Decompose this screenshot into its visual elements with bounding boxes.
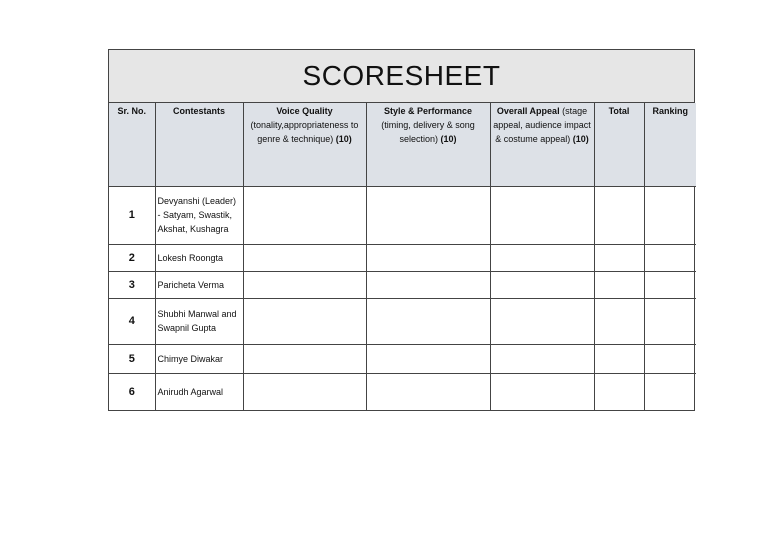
appeal-score-cell[interactable] — [490, 244, 594, 271]
row-number: 3 — [109, 271, 155, 298]
ranking-cell[interactable] — [644, 244, 696, 271]
contestant-name: Lokesh Roongta — [155, 244, 243, 271]
voice-score-cell[interactable] — [243, 373, 366, 410]
header-row — [109, 103, 696, 186]
style-score-cell[interactable] — [366, 373, 490, 410]
table-row — [109, 186, 696, 244]
style-description: (timing, delivery & song selection) — [381, 120, 475, 144]
sheet-title: SCORESHEET — [109, 50, 694, 103]
appeal-description: (stage appeal, audience impact & costume appeal) — [493, 106, 591, 144]
scoresheet — [108, 49, 695, 411]
header-ranking: Ranking — [644, 103, 696, 186]
table-row — [109, 244, 696, 271]
style-score-cell[interactable] — [366, 344, 490, 373]
ranking-cell[interactable] — [644, 373, 696, 410]
voice-score-cell[interactable] — [243, 344, 366, 373]
voice-score-cell[interactable] — [243, 271, 366, 298]
contestant-name: Chimye Diwakar — [155, 344, 243, 373]
total-cell[interactable] — [594, 271, 644, 298]
style-score-cell[interactable] — [366, 244, 490, 271]
row-number: 1 — [109, 186, 155, 244]
table-row — [109, 271, 696, 298]
header-total: Total — [594, 103, 644, 186]
style-points: (10) — [440, 134, 457, 144]
row-number: 6 — [109, 373, 155, 410]
voice-description: (tonality,appropriateness to genre & technique) — [250, 120, 359, 144]
header-overall-appeal: Overall Appeal (stage appeal, audience impact & costume appeal) (10) — [490, 103, 594, 186]
style-score-cell[interactable] — [366, 186, 490, 244]
header-voice-quality: Voice Quality (tonality,appropriateness to genre & technique) (10) — [243, 103, 366, 186]
total-cell[interactable] — [594, 186, 644, 244]
appeal-points: (10) — [572, 134, 589, 144]
appeal-score-cell[interactable] — [490, 298, 594, 344]
appeal-score-cell[interactable] — [490, 344, 594, 373]
table-row — [109, 344, 696, 373]
contestant-name: Shubhi Manwal and Swapnil Gupta — [155, 298, 243, 344]
total-cell[interactable] — [594, 244, 644, 271]
voice-score-cell[interactable] — [243, 298, 366, 344]
row-number: 4 — [109, 298, 155, 344]
ranking-cell[interactable] — [644, 186, 696, 244]
table-row — [109, 298, 696, 344]
ranking-cell[interactable] — [644, 298, 696, 344]
voice-score-cell[interactable] — [243, 244, 366, 271]
header-sr-no: Sr. No. — [109, 103, 155, 186]
total-cell[interactable] — [594, 373, 644, 410]
ranking-cell[interactable] — [644, 344, 696, 373]
score-table — [109, 103, 696, 410]
appeal-score-cell[interactable] — [490, 373, 594, 410]
row-number: 5 — [109, 344, 155, 373]
appeal-score-cell[interactable] — [490, 186, 594, 244]
ranking-cell[interactable] — [644, 271, 696, 298]
style-score-cell[interactable] — [366, 298, 490, 344]
contestant-name: Anirudh Agarwal — [155, 373, 243, 410]
header-contestants: Contestants — [155, 103, 243, 186]
total-cell[interactable] — [594, 344, 644, 373]
total-cell[interactable] — [594, 298, 644, 344]
style-score-cell[interactable] — [366, 271, 490, 298]
appeal-score-cell[interactable] — [490, 271, 594, 298]
row-number: 2 — [109, 244, 155, 271]
contestant-name: Paricheta Verma — [155, 271, 243, 298]
contestant-name: Devyanshi (Leader) - Satyam, Swastik, Akshat, Kushagra — [155, 186, 243, 244]
header-style-performance: Style & Performance (timing, delivery & song selection) (10) — [366, 103, 490, 186]
table-row — [109, 373, 696, 410]
voice-points: (10) — [335, 134, 352, 144]
voice-score-cell[interactable] — [243, 186, 366, 244]
